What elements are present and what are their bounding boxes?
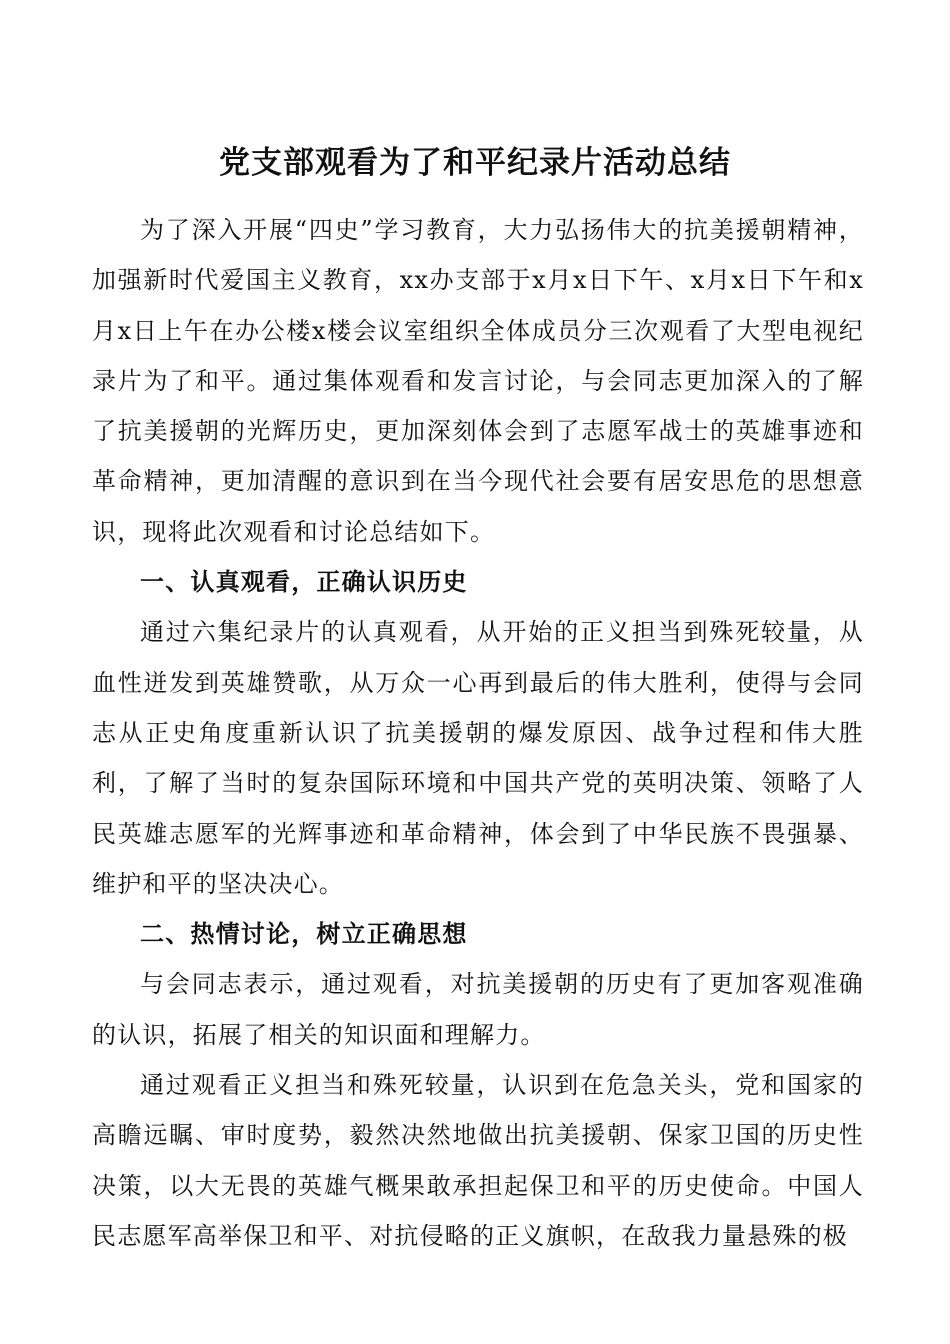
section-heading-1: 一、认真观看，正确认识历史 [140, 568, 468, 597]
section-2-paragraph-2: 通过观看正义担当和殊死较量，认识到在危急关头，党和国家的高瞻远瞩、审时度势，毅然决然地做出抗美援朝、保家卫国的历史性决策，以大无畏的英雄气概果敢承担起保卫和平的历史使命。中国人民志愿军高举保卫和平、对抗侵略的正义旗帜，在敌我力量悬殊的极 [92, 1071, 864, 1250]
document-title: 党支部观看为了和平纪录片活动总结 [219, 145, 731, 181]
intro-paragraph: 为了深入开展“四史”学习教育，大力弘扬伟大的抗美援朝精神，加强新时代爱国主义教育，xx办支部于x月x日下午、x月x日下午和x月x日上午在办公楼x楼会议室组织全体成员分三次观看了大型电视纪录片为了和平。通过集体观看和发言讨论，与会同志更加深入的了解了抗美援朝的光辉历史，更加深刻体会到了志愿军战士的英雄事迹和革命精神，更加清醒的意识到在当今现代社会要有居安思危的思想意识，现将此次观看和讨论总结如下。 [92, 216, 864, 546]
document-body [92, 205, 864, 1261]
section-2-paragraph-1: 与会同志表示，通过观看，对抗美援朝的历史有了更加客观准确的认识，拓展了相关的知识面和理解力。 [92, 970, 864, 1049]
section-1-paragraph: 通过六集纪录片的认真观看，从开始的正义担当到殊死较量，从血性迸发到英雄赞歌，从万众一心再到最后的伟大胜利，使得与会同志从正史角度重新认识了抗美援朝的爆发原因、战争过程和伟大胜利，了解了当时的复杂国际环境和中国共产党的英明决策、领略了人民英雄志愿军的光辉事迹和革命精神，体会到了中华民族不畏强暴、维护和平的坚决决心。 [92, 618, 864, 898]
section-heading-2: 二、热情讨论，树立正确思想 [140, 920, 468, 949]
